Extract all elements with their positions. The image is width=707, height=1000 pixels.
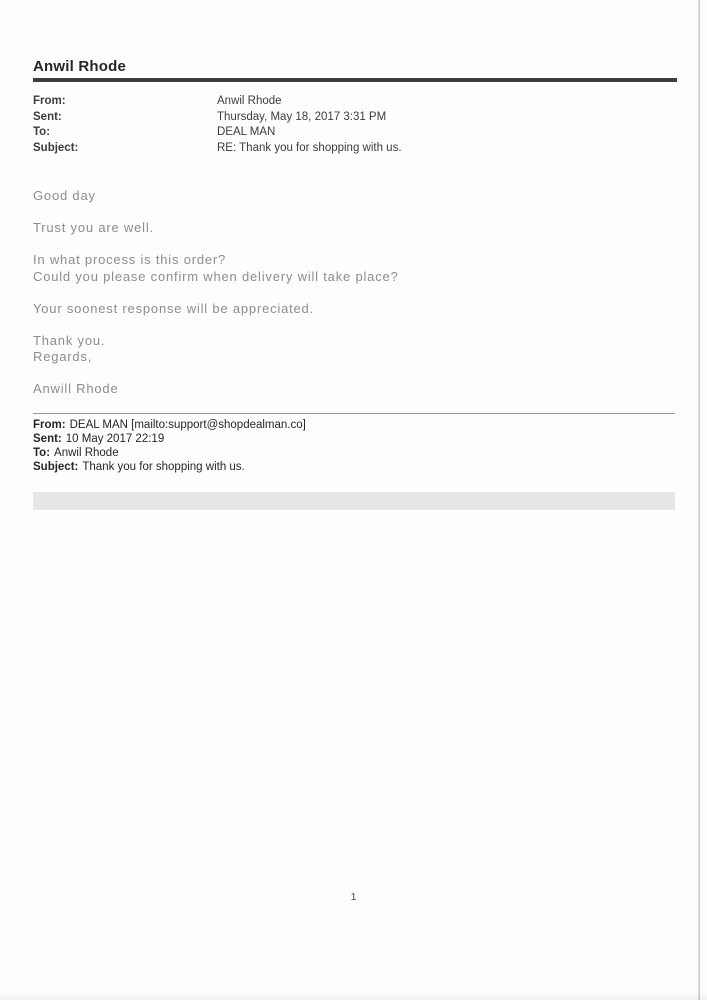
- quoted-row-from: [33, 418, 306, 432]
- sent-value: Thursday, May 18, 2017 3:31 PM: [217, 110, 387, 123]
- quoted-sent-value: 10 May 2017 22:19: [65, 433, 165, 445]
- body-paragraph-signature: [33, 381, 653, 398]
- body-paragraph-response-request: [33, 301, 653, 318]
- body-paragraph-closing: [33, 333, 653, 366]
- header-row-to: [33, 125, 402, 141]
- page-number: 1: [350, 891, 357, 903]
- quoted-row-subject: [33, 460, 306, 474]
- body-paragraph-wellwish: [33, 220, 653, 237]
- quoted-email-header: [33, 418, 306, 474]
- quoted-subject-label: Subject:: [33, 461, 79, 473]
- body-line: Trust you are well.: [33, 220, 154, 235]
- quoted-to-value: Anwil Rhode: [54, 447, 119, 459]
- subject-label: Subject:: [33, 141, 79, 154]
- quoted-email-divider: [33, 413, 675, 414]
- body-line: Your soonest response will be appreciated.: [33, 300, 314, 316]
- from-label: From:: [33, 95, 66, 107]
- redacted-gray-bar: [33, 492, 675, 510]
- quoted-from-value: DEAL MAN [mailto:support@shopdealman.co]: [69, 419, 306, 431]
- quoted-to-label: To:: [33, 447, 51, 459]
- email-header-fields: [33, 94, 402, 156]
- header-row-from: [33, 94, 402, 110]
- paper-edge-line: [698, 0, 700, 1000]
- body-line: Thank you.: [33, 332, 106, 348]
- quoted-row-to: [33, 446, 306, 460]
- email-body: [33, 188, 653, 413]
- subject-value: RE: Thank you for shopping with us.: [217, 141, 402, 154]
- page-title: Anwil Rhode: [33, 58, 127, 75]
- quoted-from-label: From:: [33, 419, 66, 431]
- body-line: Could you please confirm when delivery will take place?: [33, 268, 399, 284]
- body-paragraph-greeting: [33, 188, 653, 205]
- header-row-sent: [33, 110, 402, 126]
- to-label: To:: [33, 126, 51, 138]
- quoted-sent-label: Sent:: [33, 433, 62, 445]
- body-paragraph-questions: [33, 252, 653, 285]
- quoted-subject-value: Thank you for shopping with us.: [82, 461, 245, 473]
- from-value: Anwil Rhode: [217, 95, 282, 107]
- signature-name: Anwill Rhode: [33, 381, 119, 396]
- sent-label: Sent:: [33, 110, 62, 123]
- to-value: DEAL MAN: [217, 126, 276, 138]
- quoted-row-sent: [33, 432, 306, 446]
- body-line: Good day: [33, 188, 96, 203]
- paper-bottom-shadow: [0, 991, 707, 1000]
- title-rule-divider: [33, 78, 677, 82]
- body-line: In what process is this order?: [33, 252, 227, 267]
- body-line: Regards,: [33, 349, 93, 364]
- header-row-subject: [33, 141, 402, 157]
